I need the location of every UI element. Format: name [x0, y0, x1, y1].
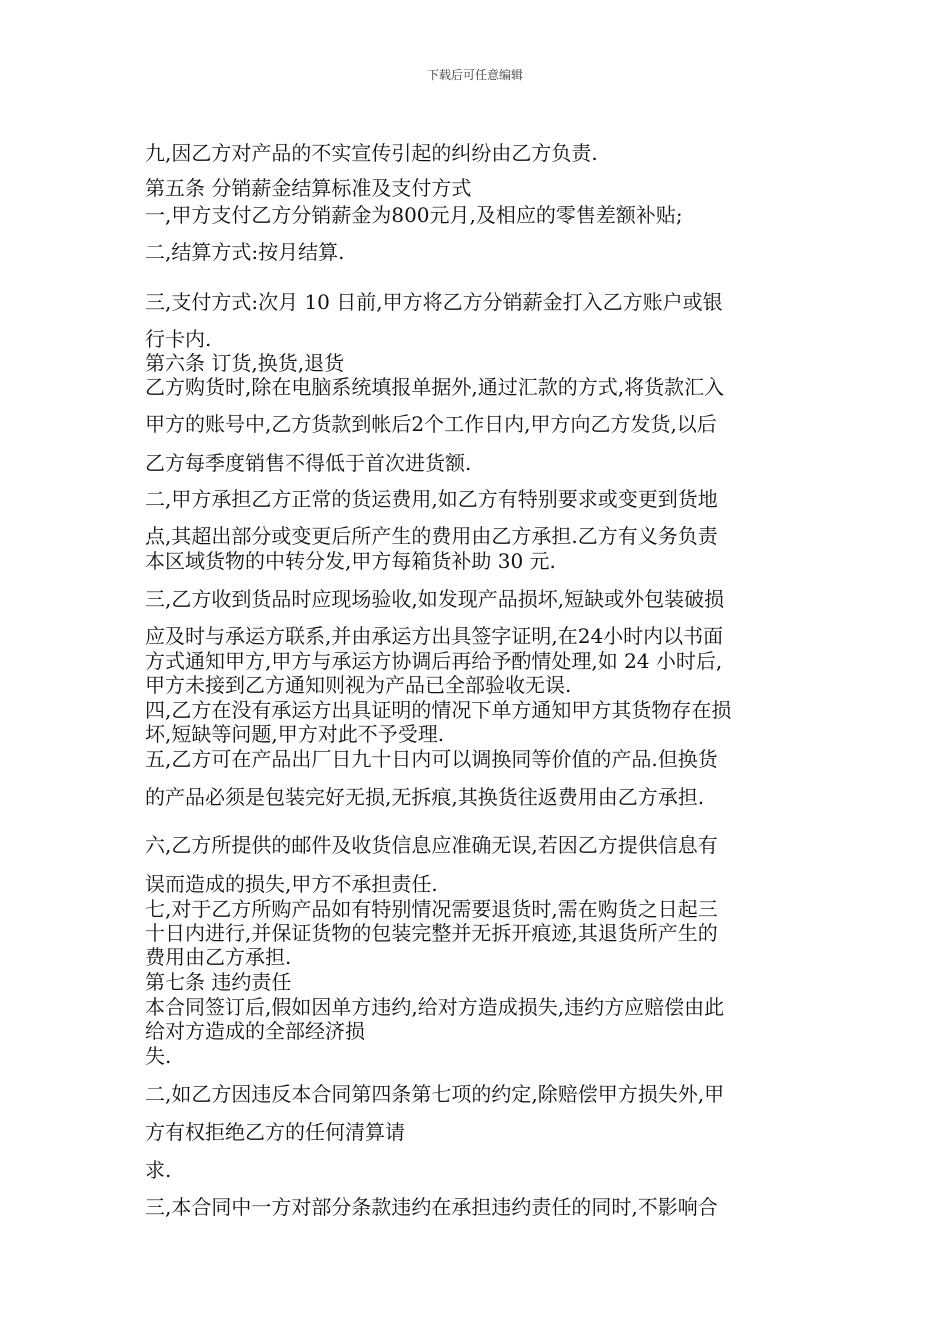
- text-line: 乙方购货时,除在电脑系统填报单据外,通过汇款的方式,将货款汇入: [145, 375, 725, 399]
- text-line: 误而造成的损失,甲方不承担责任.: [145, 872, 438, 896]
- text-line: 给对方造成的全部经济损: [145, 1019, 365, 1043]
- text-line: 二,结算方式:按月结算.: [145, 240, 345, 264]
- text-line: 求.: [145, 1158, 172, 1182]
- text-line: 二,如乙方因违反本合同第四条第七项的约定,除赔偿甲方损失外,甲: [145, 1082, 725, 1106]
- text-line: 甲方的账号中,乙方货款到帐后2个工作日内,甲方向乙方发货,以后: [145, 412, 717, 436]
- text-line: 的产品必须是包装完好无损,无拆痕,其换货往返费用由乙方承担.: [145, 785, 705, 809]
- text-line: 七,对于乙方所购产品如有特别情况需要退货时,需在购货之日起三: [145, 897, 718, 921]
- text-line: 二,甲方承担乙方正常的货运费用,如乙方有特别要求或变更到货地: [145, 487, 718, 511]
- text-line: 六,乙方所提供的邮件及收货信息应准确无误,若因乙方提供信息有: [145, 833, 718, 857]
- text-line: 十日内进行,并保证货物的包装完整并无拆开痕迹,其退货所产生的: [145, 921, 718, 945]
- text-line: 点,其超出部分或变更后所产生的费用由乙方承担.乙方有义务负责: [145, 524, 718, 548]
- text-line: 五,乙方可在产品出厂日九十日内可以调换同等价值的产品.但换货: [145, 747, 718, 771]
- page-header: 下载后可任意编辑: [426, 68, 523, 82]
- text-line: 三,乙方收到货品时应现场验收,如发现产品损坏,短缺或外包装破损: [145, 587, 725, 611]
- section-heading: 第六条 订货,换货,退货: [145, 351, 345, 375]
- section-heading: 第七条 违约责任: [145, 970, 292, 994]
- text-line: 四,乙方在没有承运方出具证明的情况下单方通知甲方其货物存在损: [145, 698, 732, 722]
- text-line: 甲方未接到乙方通知则视为产品已全部验收无误.: [145, 673, 572, 697]
- text-line: 行卡内.: [145, 327, 212, 351]
- text-line: 乙方每季度销售不得低于首次进货额.: [145, 451, 472, 475]
- text-line: 本合同签订后,假如因单方违约,给对方造成损失,违约方应赔偿由此: [145, 995, 725, 1019]
- text-line: 三,本合同中一方对部分条款违约在承担违约责任的同时,不影响合: [145, 1195, 718, 1219]
- text-line: 费用由乙方承担.: [145, 945, 292, 969]
- text-line: 坏,短缺等问题,甲方对此不予受理.: [145, 722, 445, 746]
- text-line: 三,支付方式:次月 10 日前,甲方将乙方分销薪金打入乙方账户或银: [145, 290, 723, 314]
- text-line: 失.: [145, 1044, 172, 1068]
- text-line: 方有权拒绝乙方的任何清算请: [145, 1120, 405, 1144]
- text-line: 方式通知甲方,甲方与承运方协调后再给予酌情处理,如 24 小时后,: [145, 649, 723, 673]
- text-line: 应及时与承运方联系,并由承运方出具签字证明,在24小时内以书面: [145, 624, 724, 648]
- section-heading: 第五条 分销薪金结算标准及支付方式: [145, 176, 472, 200]
- text-line: 一,甲方支付乙方分销薪金为800元月,及相应的零售差额补贴;: [145, 203, 683, 227]
- text-line: 九,因乙方对产品的不实宣传引起的纠纷由乙方负责.: [145, 141, 598, 165]
- text-line: 本区域货物的中转分发,甲方每箱货补助 30 元.: [145, 549, 556, 573]
